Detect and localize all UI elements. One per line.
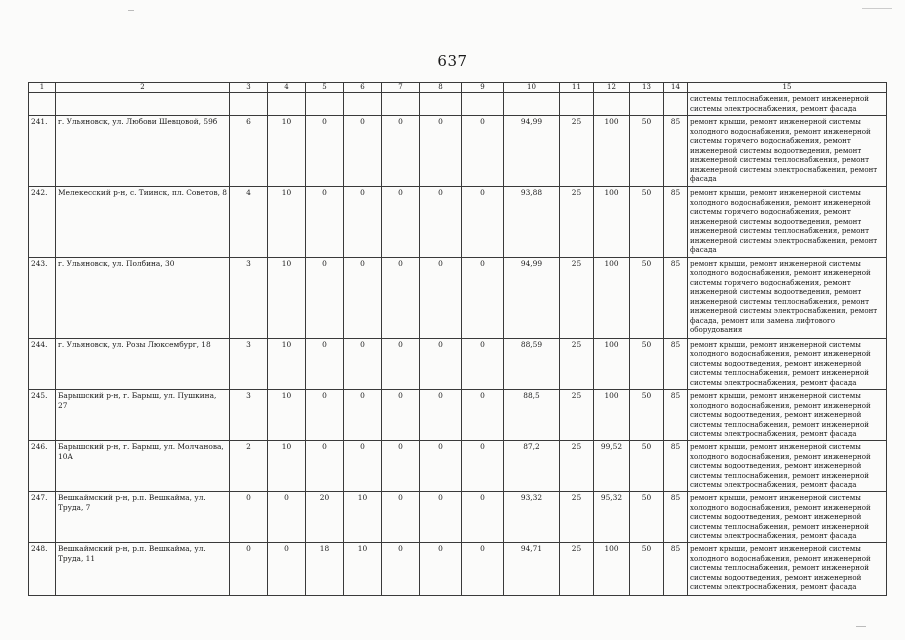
value-cell: 18: [306, 543, 344, 596]
column-header: 5: [306, 83, 344, 93]
table-row: [29, 492, 887, 543]
value-cell: 10: [268, 116, 306, 187]
value-cell: 0: [306, 187, 344, 258]
value-cell: 20: [306, 492, 344, 543]
value-cell: 0: [420, 187, 462, 258]
value-cell: 95,32: [594, 492, 630, 543]
column-header: 2: [56, 83, 230, 93]
value-cell: 50: [630, 187, 664, 258]
value-cell: 0: [230, 492, 268, 543]
value-cell: 50: [630, 390, 664, 441]
column-header: 15: [688, 83, 887, 93]
value-cell: 3: [230, 338, 268, 389]
value-cell: 0: [344, 116, 382, 187]
table-row: [29, 116, 887, 187]
value-cell: 100: [594, 116, 630, 187]
table-row: [29, 441, 887, 492]
value-cell: 0: [306, 390, 344, 441]
value-cell: 0: [420, 338, 462, 389]
value-cell: 0: [306, 257, 344, 338]
address-cell: Мелекесский р-н, с. Тиинск, пл. Советов, 8: [56, 187, 230, 258]
value-cell: 0: [420, 257, 462, 338]
value-cell: 25: [560, 441, 594, 492]
value-cell: 10: [268, 338, 306, 389]
value-cell: 0: [344, 441, 382, 492]
value-cell: 25: [560, 187, 594, 258]
value-cell: 0: [268, 492, 306, 543]
works-cell: ремонт крыши, ремонт инженерной системы холодного водоснабжения, ремонт инженерной системы водоотведения, ремонт инженерной системы теплоснабжения, ремонт инженерной системы электроснабжения, ремонт фасада: [688, 492, 887, 543]
address-cell: г. Ульяновск, ул. Любови Шевцовой, 59б: [56, 116, 230, 187]
address-cell: г. Ульяновск, ул. Розы Люксембург, 18: [56, 338, 230, 389]
works-cell: ремонт крыши, ремонт инженерной системы холодного водоснабжения, ремонт инженерной системы водоотведения, ремонт инженерной системы теплоснабжения, ремонт инженерной системы электроснабжения, ремонт фасада: [688, 441, 887, 492]
value-cell: 0: [344, 187, 382, 258]
column-header: 12: [594, 83, 630, 93]
value-cell: 2: [230, 441, 268, 492]
value-cell: 25: [560, 257, 594, 338]
value-cell: 93,88: [504, 187, 560, 258]
row-number-cell: 245.: [29, 390, 56, 441]
value-cell: 85: [664, 390, 688, 441]
value-cell: 0: [462, 390, 504, 441]
value-cell: 3: [230, 390, 268, 441]
continuation-row: [29, 93, 887, 116]
value-cell: 0: [462, 257, 504, 338]
row-number-cell: 242.: [29, 187, 56, 258]
works-cell: ремонт крыши, ремонт инженерной системы холодного водоснабжения, ремонт инженерной системы водоотведения, ремонт инженерной системы теплоснабжения, ремонт инженерной системы электроснабжения, ремонт фасада: [688, 390, 887, 441]
value-cell: 0: [462, 441, 504, 492]
column-number-row: [29, 83, 887, 93]
value-cell: 50: [630, 492, 664, 543]
value-cell: 10: [268, 187, 306, 258]
value-cell: 0: [306, 441, 344, 492]
value-cell: 25: [560, 543, 594, 596]
value-cell: 100: [594, 257, 630, 338]
value-cell: 10: [268, 390, 306, 441]
scan-speck: [856, 626, 866, 627]
column-header: 3: [230, 83, 268, 93]
value-cell: 0: [382, 257, 420, 338]
value-cell: 50: [630, 257, 664, 338]
value-cell: 50: [630, 543, 664, 596]
value-cell: 10: [268, 257, 306, 338]
works-cell: ремонт крыши, ремонт инженерной системы холодного водоснабжения, ремонт инженерной системы горячего водоснабжения, ремонт инженерной системы водоотведения, ремонт инженерной системы теплоснабжения, ремонт инженерной системы электроснабжения, ремонт фасада, ремонт или замена лифтового оборудования: [688, 257, 887, 338]
row-number-cell: 243.: [29, 257, 56, 338]
value-cell: 4: [230, 187, 268, 258]
address-cell: Вешкаймский р-н, р.п. Вешкайма, ул. Труда, 7: [56, 492, 230, 543]
scan-speck: [862, 8, 892, 9]
value-cell: 0: [230, 543, 268, 596]
scan-speck: [128, 10, 134, 11]
value-cell: 0: [344, 257, 382, 338]
value-cell: 50: [630, 116, 664, 187]
value-cell: 100: [594, 543, 630, 596]
value-cell: 93,32: [504, 492, 560, 543]
value-cell: 0: [344, 390, 382, 441]
value-cell: 0: [462, 116, 504, 187]
register-table: [28, 82, 887, 596]
value-cell: 0: [382, 543, 420, 596]
address-cell: Барышский р-н, г. Барыш, ул. Пушкина, 27: [56, 390, 230, 441]
value-cell: 0: [382, 187, 420, 258]
column-header: 4: [268, 83, 306, 93]
row-number-cell: 241.: [29, 116, 56, 187]
value-cell: 85: [664, 257, 688, 338]
value-cell: 88,5: [504, 390, 560, 441]
value-cell: 85: [664, 492, 688, 543]
value-cell: 0: [420, 116, 462, 187]
value-cell: 0: [462, 543, 504, 596]
value-cell: 0: [462, 187, 504, 258]
column-header: 6: [344, 83, 382, 93]
value-cell: 3: [230, 257, 268, 338]
works-cell: системы теплоснабжения, ремонт инженерной системы электроснабжения, ремонт фасада: [688, 93, 887, 116]
table-row: [29, 187, 887, 258]
value-cell: 25: [560, 116, 594, 187]
value-cell: 85: [664, 116, 688, 187]
address-cell: Барышский р-н, г. Барыш, ул. Молчанова, 10А: [56, 441, 230, 492]
address-cell: г. Ульяновск, ул. Полбина, 30: [56, 257, 230, 338]
value-cell: 0: [382, 492, 420, 543]
value-cell: 0: [420, 441, 462, 492]
value-cell: 0: [420, 390, 462, 441]
value-cell: 50: [630, 441, 664, 492]
value-cell: 94,99: [504, 257, 560, 338]
value-cell: 100: [594, 390, 630, 441]
table-row: [29, 338, 887, 389]
row-number-cell: 248.: [29, 543, 56, 596]
value-cell: 100: [594, 338, 630, 389]
value-cell: 0: [382, 441, 420, 492]
works-cell: ремонт крыши, ремонт инженерной системы холодного водоснабжения, ремонт инженерной системы горячего водоснабжения, ремонт инженерной системы водоотведения, ремонт инженерной системы теплоснабжения, ремонт инженерной системы электроснабжения, ремонт фасада: [688, 187, 887, 258]
value-cell: 6: [230, 116, 268, 187]
value-cell: 85: [664, 187, 688, 258]
value-cell: 0: [462, 492, 504, 543]
value-cell: 0: [268, 543, 306, 596]
row-number-cell: 244.: [29, 338, 56, 389]
value-cell: 0: [462, 338, 504, 389]
page-number: 637: [437, 52, 468, 70]
works-cell: ремонт крыши, ремонт инженерной системы холодного водоснабжения, ремонт инженерной системы теплоснабжения, ремонт инженерной системы водоотведения, ремонт инженерной системы электроснабжения, ремонт фасада: [688, 543, 887, 596]
row-number-cell: 246.: [29, 441, 56, 492]
value-cell: 0: [344, 338, 382, 389]
value-cell: 10: [268, 441, 306, 492]
table-row: [29, 543, 887, 596]
value-cell: 10: [344, 543, 382, 596]
value-cell: 100: [594, 187, 630, 258]
value-cell: 88,59: [504, 338, 560, 389]
value-cell: 25: [560, 492, 594, 543]
value-cell: 0: [382, 338, 420, 389]
works-cell: ремонт крыши, ремонт инженерной системы холодного водоснабжения, ремонт инженерной системы горячего водоснабжения, ремонт инженерной системы водоотведения, ремонт инженерной системы теплоснабжения, ремонт инженерной системы электроснабжения, ремонт фасада: [688, 116, 887, 187]
value-cell: 94,99: [504, 116, 560, 187]
value-cell: 0: [420, 492, 462, 543]
value-cell: 85: [664, 441, 688, 492]
value-cell: 50: [630, 338, 664, 389]
value-cell: 0: [306, 338, 344, 389]
value-cell: 94,71: [504, 543, 560, 596]
address-cell: Вешкаймский р-н, р.п. Вешкайма, ул. Труда, 11: [56, 543, 230, 596]
table-row: [29, 390, 887, 441]
value-cell: 10: [344, 492, 382, 543]
value-cell: 85: [664, 338, 688, 389]
column-header: 8: [420, 83, 462, 93]
column-header: 10: [504, 83, 560, 93]
table-row: [29, 257, 887, 338]
value-cell: 0: [420, 543, 462, 596]
value-cell: 85: [664, 543, 688, 596]
column-header: 1: [29, 83, 56, 93]
column-header: 14: [664, 83, 688, 93]
column-header: 13: [630, 83, 664, 93]
value-cell: 0: [382, 116, 420, 187]
value-cell: 0: [306, 116, 344, 187]
column-header: 11: [560, 83, 594, 93]
row-number-cell: 247.: [29, 492, 56, 543]
value-cell: 0: [382, 390, 420, 441]
value-cell: 99,52: [594, 441, 630, 492]
value-cell: 87,2: [504, 441, 560, 492]
column-header: 7: [382, 83, 420, 93]
value-cell: 25: [560, 338, 594, 389]
works-cell: ремонт крыши, ремонт инженерной системы холодного водоснабжения, ремонт инженерной системы водоотведения, ремонт инженерной системы теплоснабжения, ремонт инженерной системы электроснабжения, ремонт фасада: [688, 338, 887, 389]
column-header: 9: [462, 83, 504, 93]
value-cell: 25: [560, 390, 594, 441]
